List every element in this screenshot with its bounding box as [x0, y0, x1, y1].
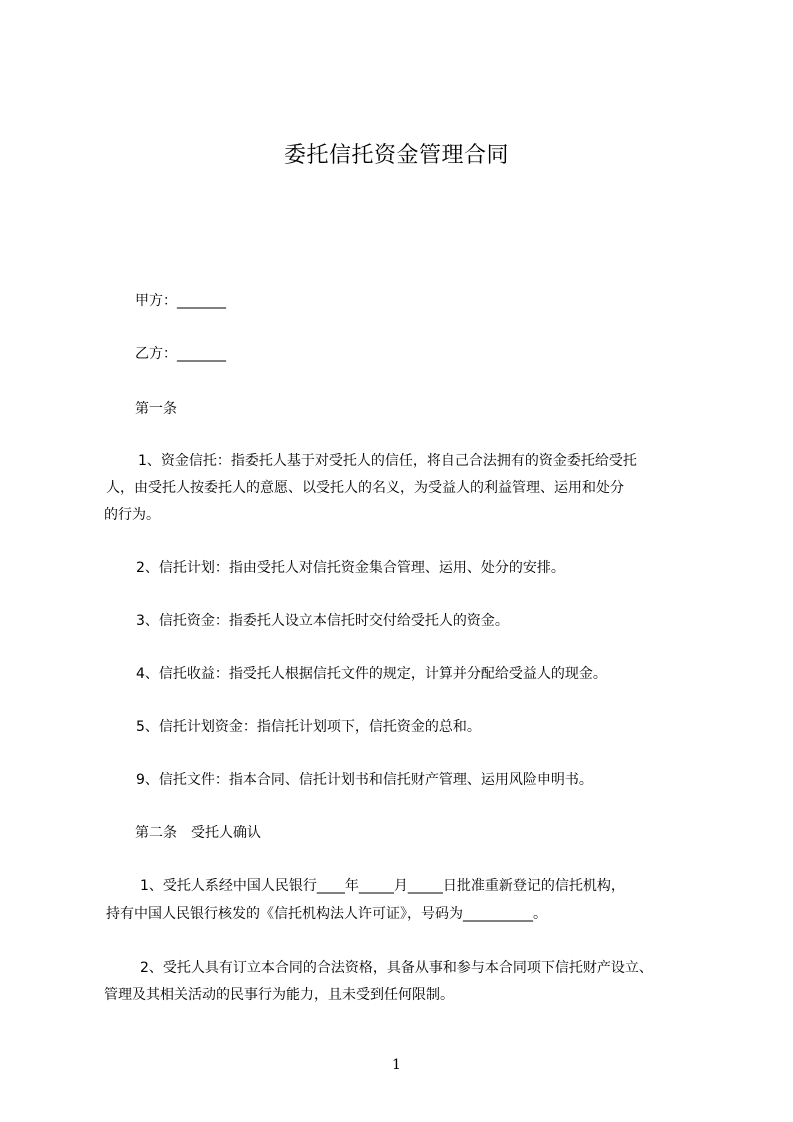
- article-1-item-1-line-1: 1、资金信托：指委托人基于对受托人的信任，将自己合法拥有的资金委托给受托: [138, 453, 637, 469]
- article-1-item-5: 5、信托计划资金：指信托计划项下，信托资金的总和。: [136, 719, 481, 735]
- article-1-heading: 第一条: [135, 401, 177, 417]
- article-1-item-4: 4、信托收益：指受托人根据信托文件的规定，计算并分配给受益人的现金。: [136, 666, 607, 682]
- article-1-item-2: 2、信托计划：指由受托人对信托资金集合管理、运用、处分的安排。: [136, 560, 565, 576]
- article-1-item-9: 9、信托文件：指本合同、信托计划书和信托财产管理、运用风险申明书。: [136, 772, 593, 788]
- article-1-item-1-line-2: 人，由受托人按委托人的意愿、以受托人的名义，为受益人的利益管理、运用和处分: [106, 480, 624, 496]
- article-2-item-2-line-1: 2、受托人具有订立本合同的合法资格，具备从事和参与本合同项下信托财产设立、: [140, 960, 653, 976]
- document-title: 委托信托资金管理合同: [283, 143, 509, 168]
- article-2-item-1-line-1: 1、受托人系经中国人民银行____年_____月_____日批准重新登记的信托机构，: [140, 878, 625, 894]
- party-b-line: 乙方：_______: [135, 346, 226, 362]
- article-1-item-3: 3、信托资金：指委托人设立本信托时交付给受托人的资金。: [136, 613, 509, 629]
- article-2-heading: 第二条 受托人确认: [135, 825, 261, 841]
- article-1-item-1-line-3: 的行为。: [104, 507, 160, 523]
- party-a-line: 甲方：_______: [135, 293, 226, 309]
- page-number: 1: [392, 1057, 401, 1073]
- article-2-item-2-line-2: 管理及其相关活动的民事行为能力，且未受到任何限制。: [104, 987, 454, 1003]
- article-2-item-1-line-2: 持有中国人民银行核发的《信托机构法人许可证》，号码为__________。: [106, 906, 547, 922]
